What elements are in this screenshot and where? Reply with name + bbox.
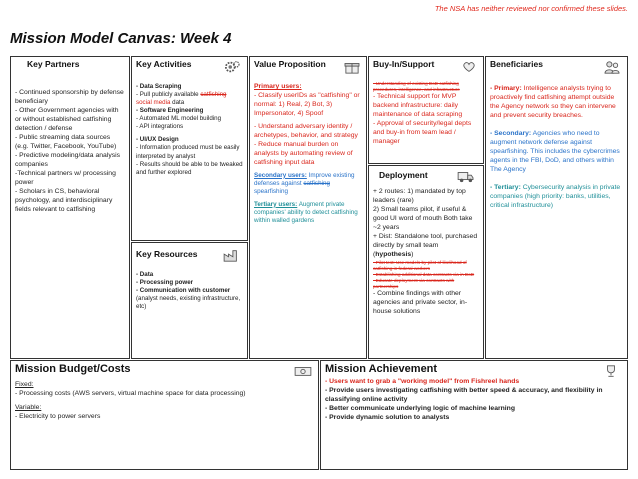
beneficiaries-header: Beneficiaries <box>490 59 543 69</box>
list-item: - Combine findings with other agencies and private sector, in-house solutions <box>373 289 468 315</box>
budget-cell <box>10 360 319 470</box>
list-item: - Users want to grab a "working model" from Fishreel hands <box>325 378 520 385</box>
list-item: - Processing power <box>136 279 194 287</box>
value-proposition-body <box>254 83 362 226</box>
list-item: - Approval of security/legal depts and buy-in from team lead / manager <box>373 119 472 145</box>
achievement-header: Mission Achievement <box>325 363 438 375</box>
achievement-list <box>325 378 623 423</box>
disclaimer: The NSA has neither reviewed nor confirmed these slides. <box>434 4 628 13</box>
list-item: - Classify userIDs as "catfishing" or normal: 1) Real, 2) Bot, 3) Impersonator, 4) Spoof <box>254 91 360 117</box>
key-activities-header: Key Activities <box>136 59 192 69</box>
key-partners-cell <box>10 56 130 359</box>
primary-users-label: Primary users: <box>254 83 302 90</box>
key-partners-header: Key Partners <box>27 59 80 69</box>
list-item: - Public streaming data sources (e.g. Twitter, Facebook, YouTube) <box>15 133 117 150</box>
buy-in-header: Buy-In/Support <box>373 59 435 69</box>
list-item: 2) Small teams pilot, if useful & good UI word of mouth Both take ~2 years <box>373 205 473 231</box>
list-item: - Other Government agencies with or without established catfishing detection / defense <box>15 106 119 132</box>
list-item: - Processing costs (AWS servers, virtual machine space for data processing) <box>15 389 246 397</box>
key-activities-list <box>136 83 243 177</box>
list-item: - Establishing additional data contracts via in DoD <box>373 271 475 277</box>
list-item: - Communication with customer (analyst needs, existing infrastructure, etc) <box>136 287 241 311</box>
page-title: Mission Model Canvas: Week 4 <box>10 30 232 47</box>
heart-hands-icon <box>459 60 479 74</box>
beneficiaries-cell <box>485 56 628 359</box>
list-item: -Technical partners w/ processing power <box>15 169 116 186</box>
list-item: - Understanding of existing DoD catfishing procedures, intelligence, and infrastructure <box>373 81 460 92</box>
list-item: - Pull publicly available catfishing social media data <box>136 91 227 107</box>
list-item: - Understand adversary identity / archetypes, behavior, and strategy <box>254 122 358 139</box>
list-item: - Data Scraping <box>136 83 182 90</box>
key-resources-header: Key Resources <box>136 249 198 259</box>
list-item: - Scholars in CS, behavioral psychology, and interdisciplinary fields relevant to catfishing <box>15 187 113 213</box>
secondary-users-text: Secondary users: Improve existing defenses against catfishing spearfishing <box>254 171 355 196</box>
secondary-beneficiary: - Secondary: Agencies who need to augment network defense against spearfishing. This includes the cybercrimes agents in the FBI, DoD, and others within The Agency <box>490 129 620 173</box>
deployment-header: Deployment <box>379 170 428 180</box>
list-item: - Technical support for MVP backend infrastructure: daily maintenance of data scraping <box>373 92 463 118</box>
list-item: - Electricity to power servers <box>15 412 101 420</box>
list-item: - Results should be able to be tweaked and further explored <box>136 160 243 176</box>
list-item: - Predictive modeling/data analysis companies <box>15 151 121 168</box>
key-activities-cell <box>131 56 248 241</box>
list-item: - Provide dynamic solution to analysts <box>325 413 450 421</box>
factory-icon <box>223 248 241 262</box>
tertiary-users-text: Tertiary users: Augment private companies' ability to detect catfishing within walled gardens <box>254 200 358 225</box>
tertiary-beneficiary: - Tertiary: Cybersecurity analysis in private companies (high priority: banks, utilities, critical infrastructure) <box>490 183 621 209</box>
list-item: - Information produced must be easily interpreted by analyst <box>136 144 240 160</box>
list-item: - Automated ML model building <box>136 115 222 123</box>
beneficiaries-body <box>490 85 623 211</box>
list-item: - Continued sponsorship by defense beneficiary <box>15 89 124 105</box>
value-proposition-cell <box>249 56 367 359</box>
people-icon <box>603 60 621 74</box>
list-item: - Educate deployment via contracts with partnerships <box>373 277 455 289</box>
list-item: - Provide users investigating catfishing with better speed & accuracy, and flexibility in classifying online activity <box>325 386 603 403</box>
list-item: - Software Engineering <box>136 107 204 115</box>
truck-icon <box>457 169 475 183</box>
buy-in-list <box>373 81 479 147</box>
key-resources-list <box>136 271 243 311</box>
variable-label: Variable: <box>15 403 42 411</box>
trophy-icon <box>601 364 621 378</box>
list-item: - Pilot test: Use models by pilot of likelihood of catfishing in federal workers <box>373 259 467 271</box>
budget-header: Mission Budget/Costs <box>15 363 131 375</box>
deployment-list <box>373 188 479 317</box>
gift-icon <box>342 60 362 74</box>
achievement-cell <box>320 360 628 470</box>
list-item: - UI/UX Design <box>136 136 179 144</box>
deployment-cell <box>368 165 484 359</box>
budget-body <box>15 381 314 422</box>
primary-beneficiary: - Primary: Intelligence analysts trying to proactively find catfishing attempt outside the Agency network so they can intervene and prevent security breaches. <box>490 85 616 119</box>
fixed-label: Fixed: <box>15 381 34 388</box>
value-proposition-header: Value Proposition <box>254 59 326 69</box>
list-item: + Dist: Standalone tool, purchased directly by small team (hypothesis) <box>373 232 478 258</box>
gear-icon <box>223 60 241 74</box>
list-item: - API integrations <box>136 123 184 131</box>
list-item: - Better communicate underlying logic of machine learning <box>325 404 515 412</box>
list-item: - Data <box>136 271 154 278</box>
key-partners-list <box>15 89 125 215</box>
list-item: + 2 routes: 1) mandated by top leaders (rare) <box>373 188 466 204</box>
buy-in-cell <box>368 56 484 164</box>
key-resources-cell <box>131 242 248 359</box>
list-item: - Reduce manual burden on analysts by automating review of catfishing input data <box>254 140 353 166</box>
money-icon <box>294 364 312 378</box>
